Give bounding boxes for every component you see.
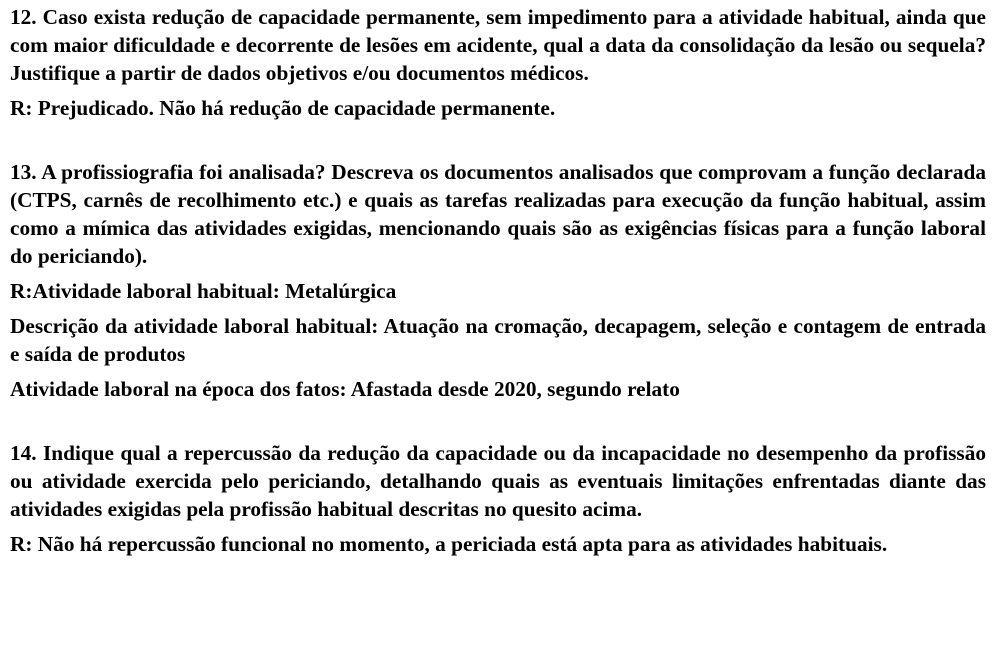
- answer-13-period: Atividade laboral na época dos fatos: Afastada desde 2020, segundo relato: [10, 377, 680, 401]
- answer-14-text: R: Não há repercussão funcional no momento, a periciada está apta para as atividades habituais.: [10, 532, 888, 556]
- answer-13-activity: R:Atividade laboral habitual: Metalúrgica: [10, 279, 397, 303]
- answer-12-text: R: Prejudicado. Não há redução de capacidade permanente.: [10, 96, 556, 120]
- question-14-text: 14. Indique qual a repercussão da redução da capacidade ou da incapacidade no desempenho da profissão ou atividade exercida pelo periciando, detalhando quais as eventuais limitações enfrentadas diante das atividades exigidas pela profissão habitual descritas no quesito acima.: [10, 441, 986, 521]
- question-block-13: [10, 158, 986, 403]
- question-12-text: 12. Caso exista redução de capacidade permanente, sem impedimento para a atividade habitual, ainda que com maior dificuldade e decorrente de lesões em acidente, qual a data da consolidação da lesão ou sequela? Justifique a partir de dados objetivos e/ou documentos médicos.: [10, 5, 986, 85]
- question-block-14: [10, 439, 986, 558]
- question-block-12: [10, 3, 986, 122]
- answer-13-description: Descrição da atividade laboral habitual: Atuação na cromação, decapagem, seleção e contagem de entrada e saída de produtos: [10, 314, 986, 366]
- question-13-text: 13. A profissiografia foi analisada? Descreva os documentos analisados que comprovam a função declarada (CTPS, carnês de recolhimento etc.) e quais as tarefas realizadas para execução da função habitual, assim como a mímica das atividades exigidas, mencionando quais são as exigências físicas para a função laboral do periciando).: [10, 160, 986, 268]
- document-page: [10, 0, 986, 558]
